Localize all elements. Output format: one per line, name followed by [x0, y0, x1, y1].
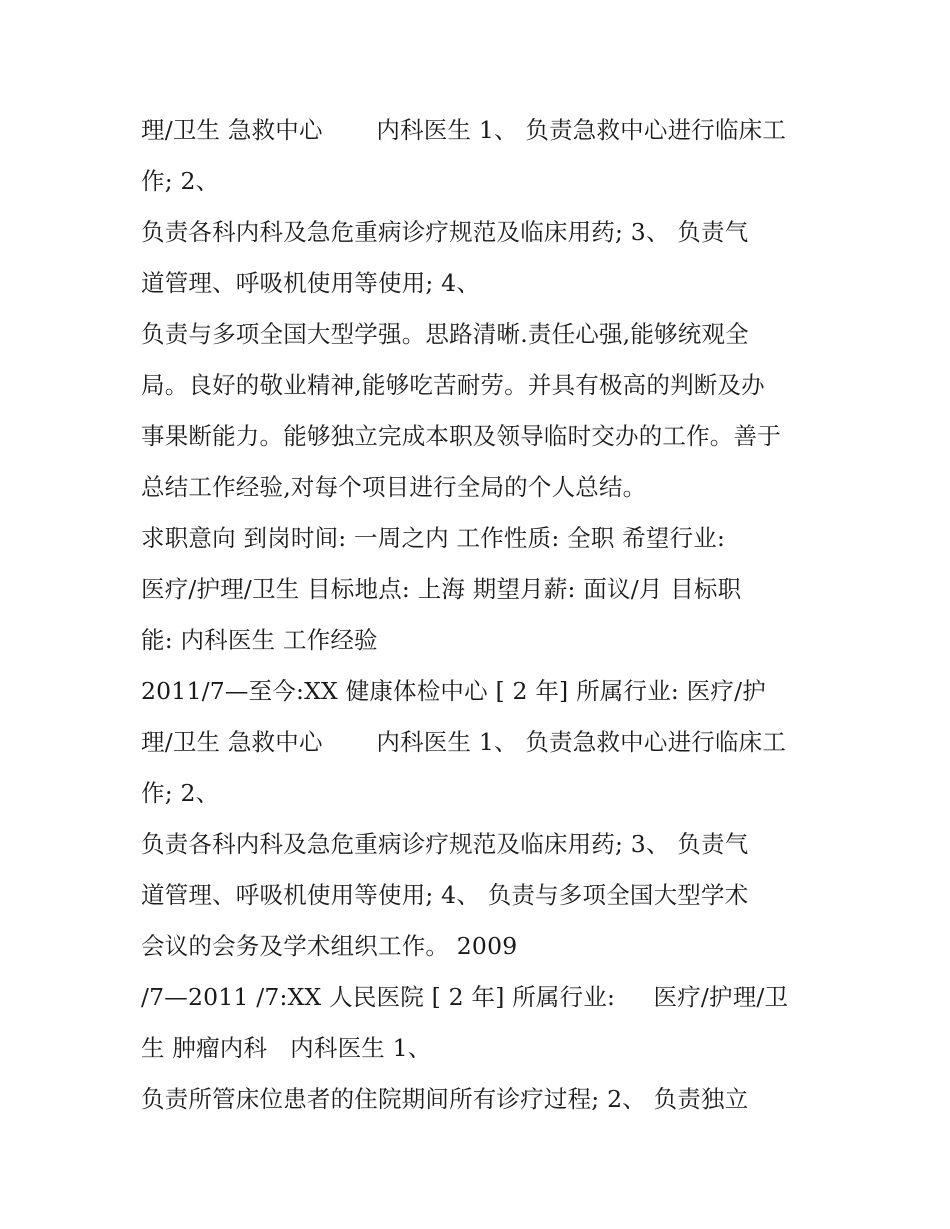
text-line: 医疗/护理/卫生 目标地点: 上海 期望月薪: 面议/月 目标职 [141, 575, 742, 603]
text-line: 局。良好的敬业精神,能够吃苦耐劳。并具有极高的判断及办 [141, 371, 765, 399]
text-line: 生 肿瘤内科 内科医生 1、 [141, 1034, 432, 1062]
text-line: 道管理、呼吸机使用等使用; 4、 负责与多项全国大型学术 [141, 881, 749, 909]
text-line: 总结工作经验,对每个项目进行全局的个人总结。 [141, 473, 647, 501]
text-line: 会议的会务及学术组织工作。 2009 [141, 932, 518, 960]
text-line: 负责所管床位患者的住院期间所有诊疗过程; 2、 负责独立 [141, 1085, 749, 1113]
text-line: 作; 2、 [141, 779, 220, 807]
text-line: 能: 内科医生 工作经验 [141, 626, 378, 654]
text-line: 2011/7—至今:XX 健康体检中心 [ 2 年] 所属行业: 医疗/护 [141, 677, 766, 705]
text-line: 负责与多项全国大型学强。思路清晰.责任心强,能够统观全 [141, 320, 749, 348]
text-line: 求职意向 到岗时间: 一周之内 工作性质: 全职 希望行业: [141, 524, 726, 552]
text-line: 理/卫生 急救中心 内科医生 1、 负责急救中心进行临床工 [141, 116, 787, 144]
text-line: /7—2011 /7:XX 人民医院 [ 2 年] 所属行业: 医疗/护理/卫 [141, 983, 789, 1011]
text-line: 负责各科内科及急危重病诊疗规范及临床用药; 3、 负责气 [141, 218, 749, 246]
text-line: 作; 2、 [141, 167, 220, 195]
text-line: 事果断能力。能够独立完成本职及领导临时交办的工作。善于 [141, 422, 781, 450]
text-line: 理/卫生 急救中心 内科医生 1、 负责急救中心进行临床工 [141, 728, 787, 756]
text-line: 道管理、呼吸机使用等使用; 4、 [141, 269, 481, 297]
text-line: 负责各科内科及急危重病诊疗规范及临床用药; 3、 负责气 [141, 830, 749, 858]
